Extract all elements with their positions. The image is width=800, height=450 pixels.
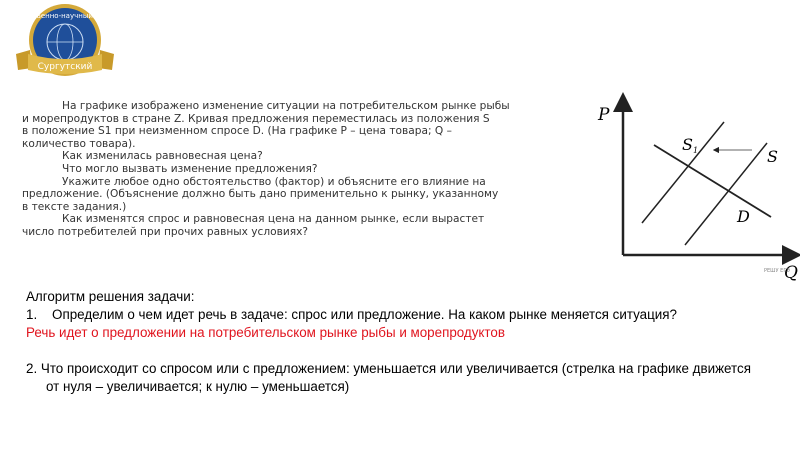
task-line: количество товара). — [22, 137, 136, 150]
p-label: P — [598, 105, 610, 125]
task-line: Что могло вызвать изменение предложения? — [62, 162, 318, 175]
task-line: число потребителей при прочих равных условиях? — [22, 225, 309, 238]
q-label: Q — [784, 263, 798, 283]
solution-step-2-cont: от нуля – увеличивается; к нулю – уменьшается) — [46, 379, 350, 394]
svg-text:естественно-научный лицей: естественно-научный лицей — [12, 12, 118, 20]
supply-demand-graph — [580, 90, 800, 290]
s-label: S — [767, 147, 778, 166]
task-line: Как изменятся спрос и равновесная цена на данном рынке, если вырастет — [62, 213, 485, 226]
task-line: Укажите любое одно обстоятельство (фактор) и объясните его влияние на — [62, 175, 486, 188]
s1-label: S1 — [682, 135, 699, 155]
task-line: в тексте задания.) — [22, 200, 127, 213]
task-text — [22, 100, 580, 239]
task-line: На графике изображено изменение ситуации на потребительском рынке рыбы — [62, 100, 510, 112]
lyceum-logo — [10, 2, 120, 84]
solution-answer-1: Речь идет о предложении на потребительском рынке рыбы и морепродуктов — [26, 325, 505, 340]
solution-text — [26, 288, 796, 396]
task-line: предложение. (Объяснение должно быть дано применительно к рынку, указанному — [22, 188, 499, 201]
d-curve — [654, 145, 771, 217]
d-label: D — [737, 207, 750, 226]
solution-step-2: 2. Что происходит со спросом или с предложением: уменьшается или увеличивается (стрелка на графике движется — [26, 361, 751, 376]
task-line: Как изменилась равновесная цена? — [62, 150, 263, 163]
solution-step-1: 1. Определим о чем идет речь в задаче: спрос или предложение. На каком рынке меняется ситуация? — [26, 307, 677, 322]
task-line: и морепродуктов в стране Z. Кривая предложения переместилась из положения S — [22, 112, 490, 125]
solution-heading: Алгоритм решения задачи: — [26, 289, 195, 304]
watermark: РЕШУ ЕГЭ — [764, 268, 790, 274]
s-curve — [685, 143, 767, 245]
task-line: в положение S1 при неизменном спросе D. (На графике P – цена товара; Q – — [22, 125, 452, 138]
svg-text:Сургутский: Сургутский — [37, 62, 93, 72]
